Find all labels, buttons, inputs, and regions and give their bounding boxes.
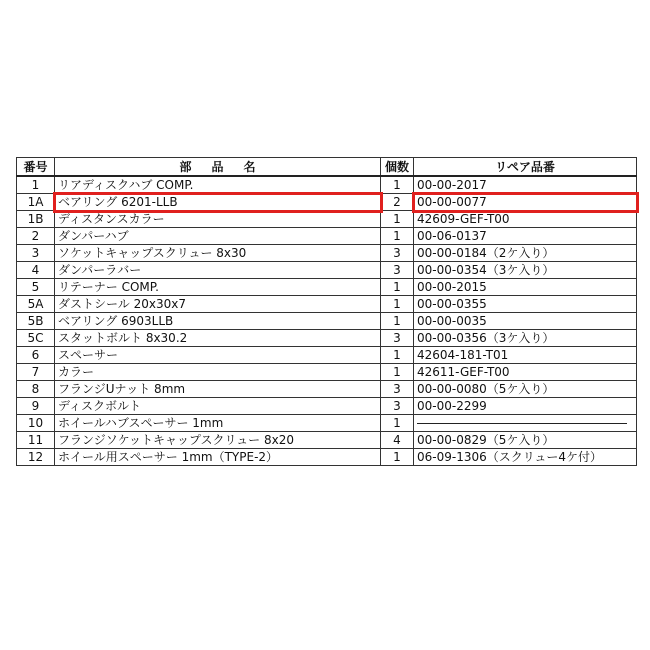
cell-no: 6	[17, 347, 55, 364]
cell-qty: 1	[381, 296, 414, 313]
cell-qty: 4	[381, 432, 414, 449]
cell-qty: 1	[381, 228, 414, 245]
header-repair-number: リペア品番	[414, 158, 637, 177]
cell-part-name: ホイールハブスペーサー 1mm	[55, 415, 381, 432]
cell-no: 1B	[17, 211, 55, 228]
cell-repair-number: 00-00-0356（3ケ入り）	[414, 330, 637, 347]
cell-repair-number: 00-00-2299	[414, 398, 637, 415]
cell-qty: 3	[381, 262, 414, 279]
cell-qty: 2	[381, 194, 414, 211]
table-row	[17, 279, 637, 296]
header-no: 番号	[17, 158, 55, 177]
table-row	[17, 432, 637, 449]
cell-part-name: ディスタンスカラー	[55, 211, 381, 228]
header-row	[17, 158, 637, 177]
cell-repair-number: 42609-GEF-T00	[414, 211, 637, 228]
cell-no: 1	[17, 176, 55, 194]
cell-part-name: ホイール用スペーサー 1mm（TYPE-2）	[55, 449, 381, 466]
table-row	[17, 245, 637, 262]
cell-repair-number: 00-00-0077	[414, 194, 637, 211]
table-row	[17, 415, 637, 432]
cell-repair-number: 00-00-0355	[414, 296, 637, 313]
cell-repair-number: 06-09-1306（スクリュー4ケ付）	[414, 449, 637, 466]
cell-no: 8	[17, 381, 55, 398]
cell-part-name: ダストシール 20x30x7	[55, 296, 381, 313]
cell-no: 5A	[17, 296, 55, 313]
cell-no: 7	[17, 364, 55, 381]
cell-qty: 3	[381, 245, 414, 262]
cell-qty: 1	[381, 211, 414, 228]
cell-part-name: フランジUナット 8mm	[55, 381, 381, 398]
cell-part-name: ソケットキャップスクリュー 8x30	[55, 245, 381, 262]
table-body	[17, 176, 637, 466]
cell-repair-number: 00-00-2015	[414, 279, 637, 296]
cell-repair-number: 00-00-0354（3ケ入り）	[414, 262, 637, 279]
cell-qty: 3	[381, 381, 414, 398]
cell-qty: 1	[381, 176, 414, 194]
cell-repair-number: 00-00-0184（2ケ入り）	[414, 245, 637, 262]
table-row	[17, 364, 637, 381]
table-row	[17, 228, 637, 245]
cell-no: 11	[17, 432, 55, 449]
cell-qty: 1	[381, 313, 414, 330]
cell-no: 3	[17, 245, 55, 262]
cell-repair-number: 00-00-2017	[414, 176, 637, 194]
cell-part-name: ベアリング 6201-LLB	[55, 194, 381, 211]
cell-repair-number: 00-06-0137	[414, 228, 637, 245]
cell-no: 4	[17, 262, 55, 279]
table-row	[17, 176, 637, 194]
cell-no: 5	[17, 279, 55, 296]
cell-qty: 3	[381, 398, 414, 415]
cell-no: 10	[17, 415, 55, 432]
cell-no: 2	[17, 228, 55, 245]
table-row	[17, 313, 637, 330]
table-row	[17, 296, 637, 313]
cell-part-name: フランジソケットキャップスクリュー 8x20	[55, 432, 381, 449]
cell-part-name: ダンパーラバー	[55, 262, 381, 279]
cell-repair-number: 00-00-0829（5ケ入り）	[414, 432, 637, 449]
cell-part-name: スタットボルト 8x30.2	[55, 330, 381, 347]
header-qty: 個数	[381, 158, 414, 177]
cell-qty: 1	[381, 449, 414, 466]
cell-repair-number: 42604-181-T01	[414, 347, 637, 364]
cell-repair-number: 00-00-0080（5ケ入り）	[414, 381, 637, 398]
table-row	[17, 194, 637, 211]
cell-no: 1A	[17, 194, 55, 211]
cell-no: 5C	[17, 330, 55, 347]
cell-no: 5B	[17, 313, 55, 330]
table-row	[17, 347, 637, 364]
cell-part-name: リアディスクハブ COMP.	[55, 176, 381, 194]
table-row	[17, 398, 637, 415]
header-part-name: 部品名	[55, 158, 381, 177]
cell-part-name: スペーサー	[55, 347, 381, 364]
cell-qty: 1	[381, 415, 414, 432]
cell-part-name: ダンパーハブ	[55, 228, 381, 245]
parts-table	[16, 157, 637, 466]
table-row	[17, 381, 637, 398]
cell-repair-number: 42611-GEF-T00	[414, 364, 637, 381]
cell-part-name: ベアリング 6903LLB	[55, 313, 381, 330]
cell-part-name: リテーナー COMP.	[55, 279, 381, 296]
cell-repair-number: 00-00-0035	[414, 313, 637, 330]
cell-qty: 1	[381, 347, 414, 364]
cell-part-name: ディスクボルト	[55, 398, 381, 415]
cell-qty: 1	[381, 279, 414, 296]
not-available-dash	[417, 423, 627, 424]
cell-qty: 3	[381, 330, 414, 347]
cell-repair-number	[414, 415, 637, 432]
table-row	[17, 330, 637, 347]
cell-no: 12	[17, 449, 55, 466]
cell-no: 9	[17, 398, 55, 415]
cell-qty: 1	[381, 364, 414, 381]
table-row	[17, 211, 637, 228]
table-row	[17, 449, 637, 466]
cell-part-name: カラー	[55, 364, 381, 381]
table-row	[17, 262, 637, 279]
table-header	[17, 158, 637, 177]
